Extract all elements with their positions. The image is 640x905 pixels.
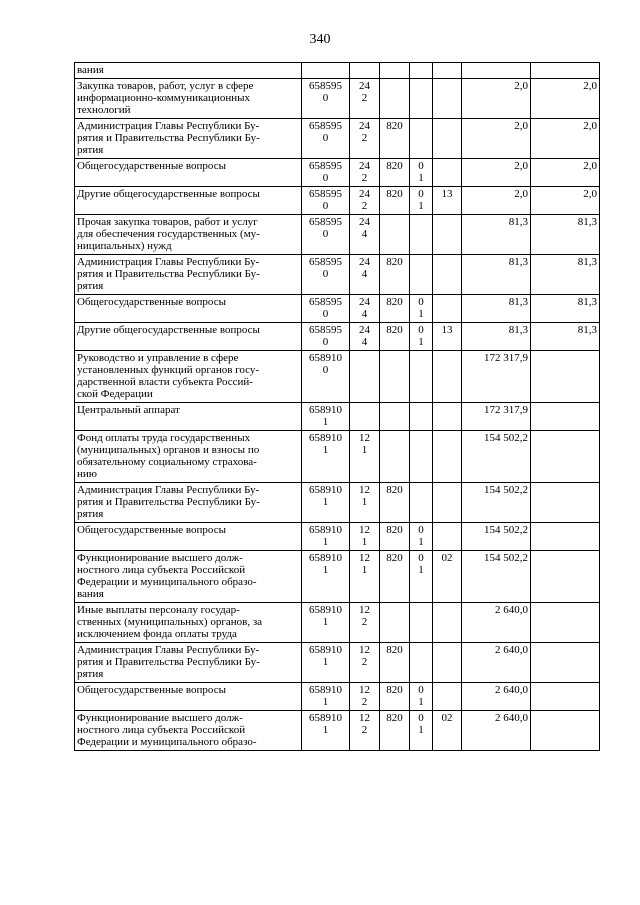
row-name-cell: Руководство и управление в сфере установленных функций органов госу- дарственной власти субъекта Россий- ской Федерации: [75, 351, 302, 403]
amount-cell: [462, 63, 531, 79]
subsection-code-cell: [433, 295, 462, 323]
table-row: [75, 255, 600, 295]
section-code-cell: [410, 403, 433, 431]
expense-type-cell: 12 1: [350, 551, 380, 603]
department-code-cell: 820: [380, 523, 410, 551]
amount-secondary-cell: 2,0: [531, 187, 600, 215]
amount-secondary-cell: 81,3: [531, 295, 600, 323]
subsection-code-cell: [433, 255, 462, 295]
amount-secondary-cell: [531, 523, 600, 551]
amount-cell: 2 640,0: [462, 711, 531, 751]
amount-secondary-cell: 81,3: [531, 215, 600, 255]
department-code-cell: [380, 351, 410, 403]
section-code-cell: [410, 79, 433, 119]
section-code-cell: [410, 215, 433, 255]
section-code-cell: [410, 643, 433, 683]
subsection-code-cell: [433, 119, 462, 159]
page-number: 340: [309, 32, 331, 47]
expense-type-cell: 24 2: [350, 159, 380, 187]
subsection-code-cell: [433, 403, 462, 431]
table-row: [75, 403, 600, 431]
expense-type-cell: 24 4: [350, 255, 380, 295]
amount-cell: 2 640,0: [462, 683, 531, 711]
subsection-code-cell: 13: [433, 323, 462, 351]
expense-type-cell: 24 4: [350, 215, 380, 255]
subsection-code-cell: [433, 683, 462, 711]
subsection-code-cell: [433, 603, 462, 643]
amount-secondary-cell: 81,3: [531, 255, 600, 295]
row-name-cell: Функционирование высшего долж- ностного лица субъекта Российской Федерации и муниципального образо- вания: [75, 551, 302, 603]
subsection-code-cell: 13: [433, 187, 462, 215]
budget-table-body: [75, 63, 600, 751]
amount-cell: 2,0: [462, 79, 531, 119]
section-code-cell: [410, 351, 433, 403]
amount-cell: 81,3: [462, 323, 531, 351]
expense-type-cell: 24 4: [350, 323, 380, 351]
target-code-cell: [302, 63, 350, 79]
table-row: [75, 483, 600, 523]
amount-cell: 172 317,9: [462, 351, 531, 403]
subsection-code-cell: 02: [433, 551, 462, 603]
department-code-cell: 820: [380, 187, 410, 215]
expense-type-cell: [350, 403, 380, 431]
row-name-cell: Функционирование высшего долж- ностного лица субъекта Российской Федерации и муниципального образо-: [75, 711, 302, 751]
expense-type-cell: [350, 63, 380, 79]
expense-type-cell: 24 2: [350, 187, 380, 215]
row-name-cell: Другие общегосударственные вопросы: [75, 187, 302, 215]
department-code-cell: [380, 403, 410, 431]
department-code-cell: 820: [380, 551, 410, 603]
target-code-cell: 658910 1: [302, 551, 350, 603]
row-name-cell: Иные выплаты персоналу государ- ственных (муниципальных) органов, за исключением фонда оплаты труда: [75, 603, 302, 643]
expense-type-cell: 12 2: [350, 683, 380, 711]
table-row: [75, 523, 600, 551]
section-code-cell: 0 1: [410, 187, 433, 215]
subsection-code-cell: [433, 63, 462, 79]
department-code-cell: [380, 431, 410, 483]
amount-secondary-cell: [531, 351, 600, 403]
table-row: [75, 551, 600, 603]
amount-cell: 154 502,2: [462, 431, 531, 483]
amount-secondary-cell: [531, 683, 600, 711]
expense-type-cell: 24 2: [350, 79, 380, 119]
subsection-code-cell: [433, 215, 462, 255]
amount-secondary-cell: [531, 643, 600, 683]
table-row: [75, 603, 600, 643]
amount-cell: 154 502,2: [462, 551, 531, 603]
target-code-cell: 658595 0: [302, 255, 350, 295]
target-code-cell: 658595 0: [302, 159, 350, 187]
amount-secondary-cell: [531, 483, 600, 523]
subsection-code-cell: [433, 431, 462, 483]
expense-type-cell: 12 1: [350, 483, 380, 523]
target-code-cell: 658595 0: [302, 187, 350, 215]
target-code-cell: 658910 1: [302, 643, 350, 683]
subsection-code-cell: [433, 159, 462, 187]
target-code-cell: 658910 1: [302, 711, 350, 751]
row-name-cell: Администрация Главы Республики Бу- рятия и Правительства Республики Бу- рятия: [75, 255, 302, 295]
amount-secondary-cell: [531, 603, 600, 643]
subsection-code-cell: [433, 523, 462, 551]
target-code-cell: 658910 1: [302, 483, 350, 523]
department-code-cell: [380, 79, 410, 119]
target-code-cell: 658910 1: [302, 683, 350, 711]
section-code-cell: 0 1: [410, 323, 433, 351]
amount-secondary-cell: 2,0: [531, 79, 600, 119]
amount-cell: 2,0: [462, 187, 531, 215]
row-name-cell: вания: [75, 63, 302, 79]
target-code-cell: 658595 0: [302, 295, 350, 323]
amount-cell: 81,3: [462, 215, 531, 255]
table-row: [75, 711, 600, 751]
budget-table: [74, 62, 600, 751]
department-code-cell: 820: [380, 683, 410, 711]
subsection-code-cell: [433, 79, 462, 119]
section-code-cell: 0 1: [410, 551, 433, 603]
section-code-cell: [410, 431, 433, 483]
section-code-cell: [410, 63, 433, 79]
expense-type-cell: [350, 351, 380, 403]
table-row: [75, 63, 600, 79]
target-code-cell: 658910 1: [302, 523, 350, 551]
department-code-cell: [380, 63, 410, 79]
department-code-cell: 820: [380, 255, 410, 295]
target-code-cell: 658595 0: [302, 323, 350, 351]
section-code-cell: 0 1: [410, 295, 433, 323]
amount-cell: 2,0: [462, 159, 531, 187]
target-code-cell: 658910 0: [302, 351, 350, 403]
section-code-cell: [410, 603, 433, 643]
section-code-cell: [410, 119, 433, 159]
department-code-cell: 820: [380, 119, 410, 159]
department-code-cell: 820: [380, 483, 410, 523]
amount-cell: 81,3: [462, 295, 531, 323]
section-code-cell: [410, 483, 433, 523]
expense-type-cell: 12 1: [350, 431, 380, 483]
row-name-cell: Администрация Главы Республики Бу- рятия и Правительства Республики Бу- рятия: [75, 483, 302, 523]
amount-cell: 154 502,2: [462, 523, 531, 551]
amount-secondary-cell: [531, 403, 600, 431]
amount-secondary-cell: 2,0: [531, 159, 600, 187]
target-code-cell: 658910 1: [302, 403, 350, 431]
expense-type-cell: 12 2: [350, 643, 380, 683]
table-row: [75, 159, 600, 187]
row-name-cell: Общегосударственные вопросы: [75, 683, 302, 711]
target-code-cell: 658595 0: [302, 119, 350, 159]
row-name-cell: Общегосударственные вопросы: [75, 523, 302, 551]
amount-cell: 2 640,0: [462, 643, 531, 683]
department-code-cell: 820: [380, 159, 410, 187]
target-code-cell: 658910 1: [302, 603, 350, 643]
amount-secondary-cell: 2,0: [531, 119, 600, 159]
row-name-cell: Администрация Главы Республики Бу- рятия и Правительства Республики Бу- рятия: [75, 643, 302, 683]
department-code-cell: 820: [380, 323, 410, 351]
subsection-code-cell: [433, 483, 462, 523]
subsection-code-cell: [433, 643, 462, 683]
row-name-cell: Общегосударственные вопросы: [75, 295, 302, 323]
table-row: [75, 643, 600, 683]
amount-cell: 154 502,2: [462, 483, 531, 523]
amount-secondary-cell: [531, 711, 600, 751]
amount-cell: 2,0: [462, 119, 531, 159]
table-row: [75, 431, 600, 483]
target-code-cell: 658595 0: [302, 215, 350, 255]
expense-type-cell: 12 1: [350, 523, 380, 551]
table-row: [75, 351, 600, 403]
subsection-code-cell: 02: [433, 711, 462, 751]
expense-type-cell: 12 2: [350, 711, 380, 751]
table-row: [75, 323, 600, 351]
section-code-cell: 0 1: [410, 159, 433, 187]
table-row: [75, 295, 600, 323]
expense-type-cell: 12 2: [350, 603, 380, 643]
amount-secondary-cell: [531, 431, 600, 483]
section-code-cell: [410, 255, 433, 295]
table-row: [75, 119, 600, 159]
department-code-cell: 820: [380, 295, 410, 323]
section-code-cell: 0 1: [410, 711, 433, 751]
section-code-cell: 0 1: [410, 683, 433, 711]
department-code-cell: [380, 215, 410, 255]
subsection-code-cell: [433, 351, 462, 403]
row-name-cell: Общегосударственные вопросы: [75, 159, 302, 187]
table-row: [75, 187, 600, 215]
amount-secondary-cell: [531, 63, 600, 79]
table-row: [75, 215, 600, 255]
row-name-cell: Центральный аппарат: [75, 403, 302, 431]
row-name-cell: Прочая закупка товаров, работ и услуг для обеспечения государственных (му- ниципальных) нужд: [75, 215, 302, 255]
amount-cell: 2 640,0: [462, 603, 531, 643]
amount-secondary-cell: [531, 551, 600, 603]
expense-type-cell: 24 2: [350, 119, 380, 159]
target-code-cell: 658595 0: [302, 79, 350, 119]
section-code-cell: 0 1: [410, 523, 433, 551]
amount-secondary-cell: 81,3: [531, 323, 600, 351]
row-name-cell: Администрация Главы Республики Бу- рятия и Правительства Республики Бу- рятия: [75, 119, 302, 159]
table-row: [75, 79, 600, 119]
department-code-cell: 820: [380, 643, 410, 683]
table-row: [75, 683, 600, 711]
department-code-cell: 820: [380, 711, 410, 751]
target-code-cell: 658910 1: [302, 431, 350, 483]
amount-cell: 172 317,9: [462, 403, 531, 431]
expense-type-cell: 24 4: [350, 295, 380, 323]
row-name-cell: Другие общегосударственные вопросы: [75, 323, 302, 351]
row-name-cell: Закупка товаров, работ, услуг в сфере информационно-коммуникационных технологий: [75, 79, 302, 119]
department-code-cell: [380, 603, 410, 643]
row-name-cell: Фонд оплаты труда государственных (муниципальных) органов и взносы по обязательному социальному страхова- нию: [75, 431, 302, 483]
amount-cell: 81,3: [462, 255, 531, 295]
